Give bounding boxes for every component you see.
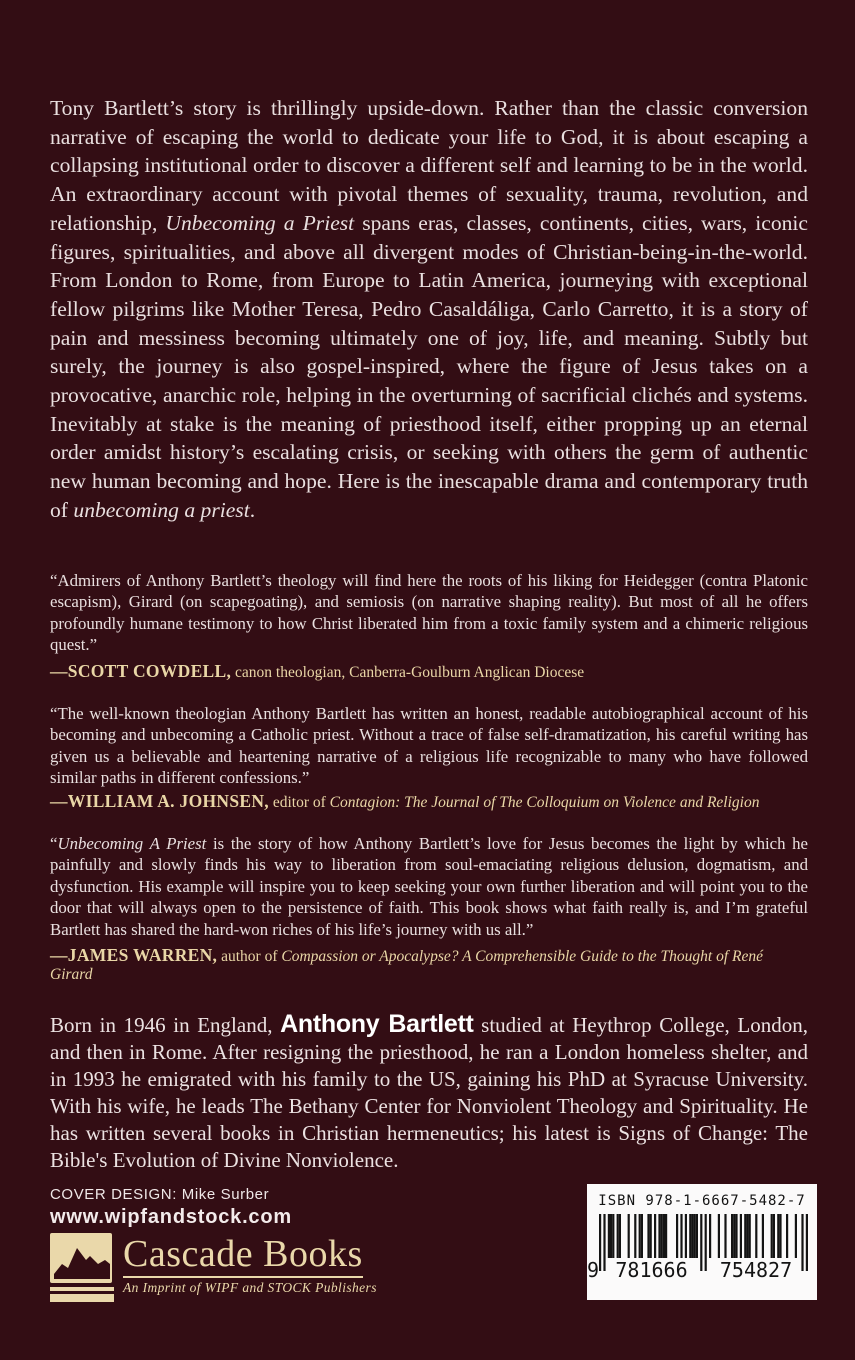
isbn-barcode <box>587 1184 817 1300</box>
cascade-books-logo <box>50 1233 470 1303</box>
endorser-name: —JAMES WARREN, <box>50 945 218 965</box>
barcode-digit-group2: 754827 <box>711 1259 801 1281</box>
endorser-credit: editor of Contagion: The Journal of The Colloquium on Violence and Religion <box>268 794 760 811</box>
cover-design-credit: COVER DESIGN: Mike Surber <box>50 1186 270 1203</box>
logo-text <box>123 1233 377 1296</box>
endorsement-quote-cowdell: “Admirers of Anthony Bartlett’s theology will find here the roots of his liking for Heidegger (contra Platonic escapism), Girard (on scapegoating), and semiosis (on narrative shaping reality). But most of all he offers profoundly humane testimony to how Christ liberated him from a toxic family system and a chimeric religious quest.” <box>50 571 808 655</box>
endorsement-quote-johnsen: “The well-known theologian Anthony Bartlett has written an honest, readable autobiographical account of his becoming and unbecoming a Catholic priest. Without a trace of false self-dramatization, his careful writing has given us a believable and heartening narrative of a religious life recognizable to many who have followed similar paths in different confessions.” <box>50 704 808 788</box>
author-bio: Born in 1946 in England, Anthony Bartlett studied at Heythrop College, London, and then in Rome. After resigning the priesthood, he ran a London homeless shelter, and in 1993 he emigrated with his family to the US, gaining his PhD at Syracuse University. With his wife, he leads The Bethany Center for Nonviolent Theology and Spirituality. He has written several books in Christian hermeneutics; his latest is Signs of Change: The Bible's Evolution of Divine Nonviolence. <box>50 1010 809 1172</box>
synopsis-text: Tony Bartlett’s story is thrillingly upside-down. Rather than the classic conversion narrative of escaping the world to dedicate your life to God, it is about escaping a collapsing institutional order to discover a different self and learning to be in the world. An extraordinary account with pivotal themes of sexuality, trauma, revolution, and relationship, Unbecoming a Priest spans eras, classes, continents, cities, wars, iconic figures, spiritualities, and above all divergent modes of Christian-being-in-the-world. From London to Rome, from Europe to Latin America, journeying with exceptional fellow pilgrims like Mother Teresa, Pedro Casaldáliga, Carlo Carretto, it is a story of pain and messiness becoming ultimately one of joy, life, and meaning. Subtly but surely, the journey is also gospel-inspired, where the figure of Jesus takes on a provocative, anarchic role, helping in the overturning of sacrificial clichés and systems. Inevitably at stake is the meaning of priesthood itself, either propping up an eternal order amidst history’s escalating crisis, or seeking with others the germ of authentic new human becoming and hope. Here is the inescapable drama and contemporary truth of unbecoming a priest. <box>50 96 809 522</box>
publisher-website: www.wipfandstock.com <box>50 1206 292 1228</box>
endorsement-attribution-cowdell <box>50 661 808 682</box>
endorser-credit: author of Compassion or Apocalypse? A Comprehensible Guide to the Thought of René Girard <box>50 948 763 983</box>
barcode-bars <box>587 1214 817 1294</box>
publisher-name: Cascade Books <box>123 1233 363 1278</box>
endorser-name: —WILLIAM A. JOHNSEN, <box>50 791 269 811</box>
barcode-digit-group1: 781666 <box>607 1259 696 1281</box>
endorsement-attribution-johnsen <box>50 791 808 812</box>
endorsement-attribution-warren <box>50 945 808 984</box>
publisher-imprint: An Imprint of WIPF and STOCK Publishers <box>123 1280 377 1295</box>
barcode-digit-first: 9 <box>587 1258 600 1282</box>
endorser-credit: canon theologian, Canberra-Goulburn Anglican Diocese <box>231 664 585 681</box>
mountain-icon <box>50 1233 114 1303</box>
endorsement-quote-warren: “Unbecoming A Priest is the story of how Anthony Bartlett’s love for Jesus becomes the light by which he painfully and slowly finds his way to liberation from soul-emaciating religious delusion, dogmatism, and dysfunction. His example will inspire you to keep seeking your own further liberation and will point you to the door that will always open to the persistence of faith. This book shows what faith really is, and I’m grateful Bartlett has shared the hard-won riches of his life’s journey with us all.” <box>50 834 808 939</box>
isbn-label: ISBN 978-1-6667-5482-7 <box>598 1193 806 1209</box>
endorser-name: —SCOTT COWDELL, <box>50 661 232 681</box>
